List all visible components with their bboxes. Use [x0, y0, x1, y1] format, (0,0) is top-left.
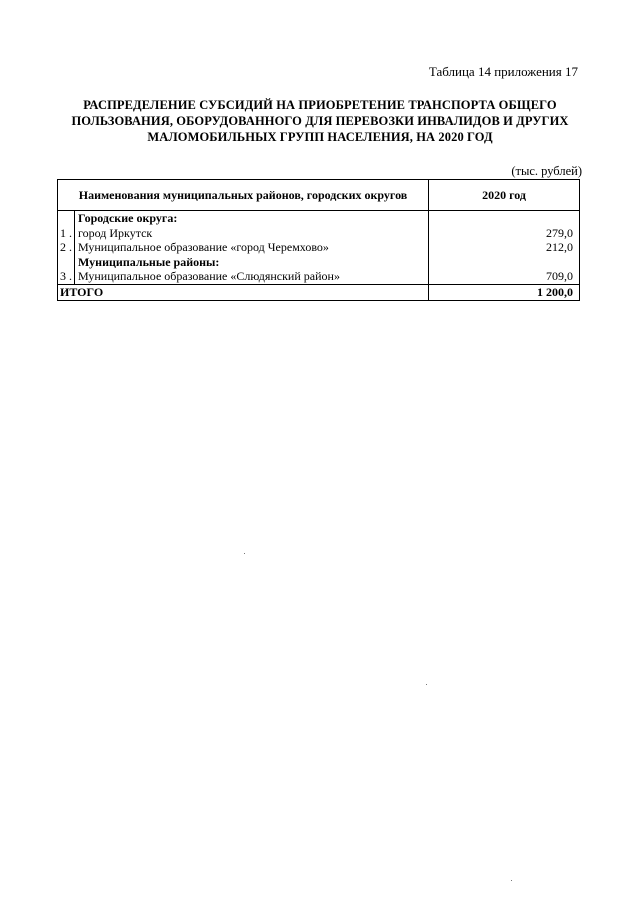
total-value: 1 200,0 — [429, 284, 580, 300]
table-row — [58, 255, 580, 270]
row-number — [58, 211, 75, 226]
table-row — [58, 240, 580, 255]
subsidy-table — [57, 179, 580, 301]
row-number: 3 . — [58, 269, 75, 284]
header-year: 2020 год — [429, 180, 580, 211]
row-value: 212,0 — [429, 240, 580, 255]
scan-speck — [511, 880, 512, 881]
table-row — [58, 226, 580, 241]
table-row — [58, 211, 580, 226]
title-line-3: МАЛОМОБИЛЬНЫХ ГРУПП НАСЕЛЕНИЯ, НА 2020 ГОД — [147, 130, 493, 144]
table-row — [58, 269, 580, 284]
title-line-2: ПОЛЬЗОВАНИЯ, ОБОРУДОВАННОГО ДЛЯ ПЕРЕВОЗКИ ИНВАЛИДОВ И ДРУГИХ — [71, 114, 569, 128]
total-label: ИТОГО — [58, 284, 429, 300]
row-number: 1 . — [58, 226, 75, 241]
units-label: (тыс. рублей) — [511, 164, 582, 178]
row-name: Муниципальные районы: — [75, 255, 429, 270]
row-value: 709,0 — [429, 269, 580, 284]
table-reference: Таблица 14 приложения 17 — [428, 64, 578, 79]
row-name: Муниципальное образование «Слюдянский район» — [75, 269, 429, 284]
row-name: Муниципальное образование «город Черемхово» — [75, 240, 429, 255]
row-value — [429, 255, 580, 270]
row-number: 2 . — [58, 240, 75, 255]
row-name: город Иркутск — [75, 226, 429, 241]
title-line-1: РАСПРЕДЕЛЕНИЕ СУБСИДИЙ НА ПРИОБРЕТЕНИЕ ТРАНСПОРТА ОБЩЕГО — [83, 98, 557, 112]
row-value — [429, 211, 580, 226]
header-name: Наименования муниципальных районов, городских округов — [58, 180, 429, 211]
scan-speck — [244, 553, 245, 554]
document-title — [60, 97, 580, 145]
row-name: Городские округа: — [75, 211, 429, 226]
row-value: 279,0 — [429, 226, 580, 241]
table-header-row — [58, 180, 580, 211]
table-total-row — [58, 284, 580, 300]
scan-speck — [426, 684, 427, 685]
row-number — [58, 255, 75, 270]
